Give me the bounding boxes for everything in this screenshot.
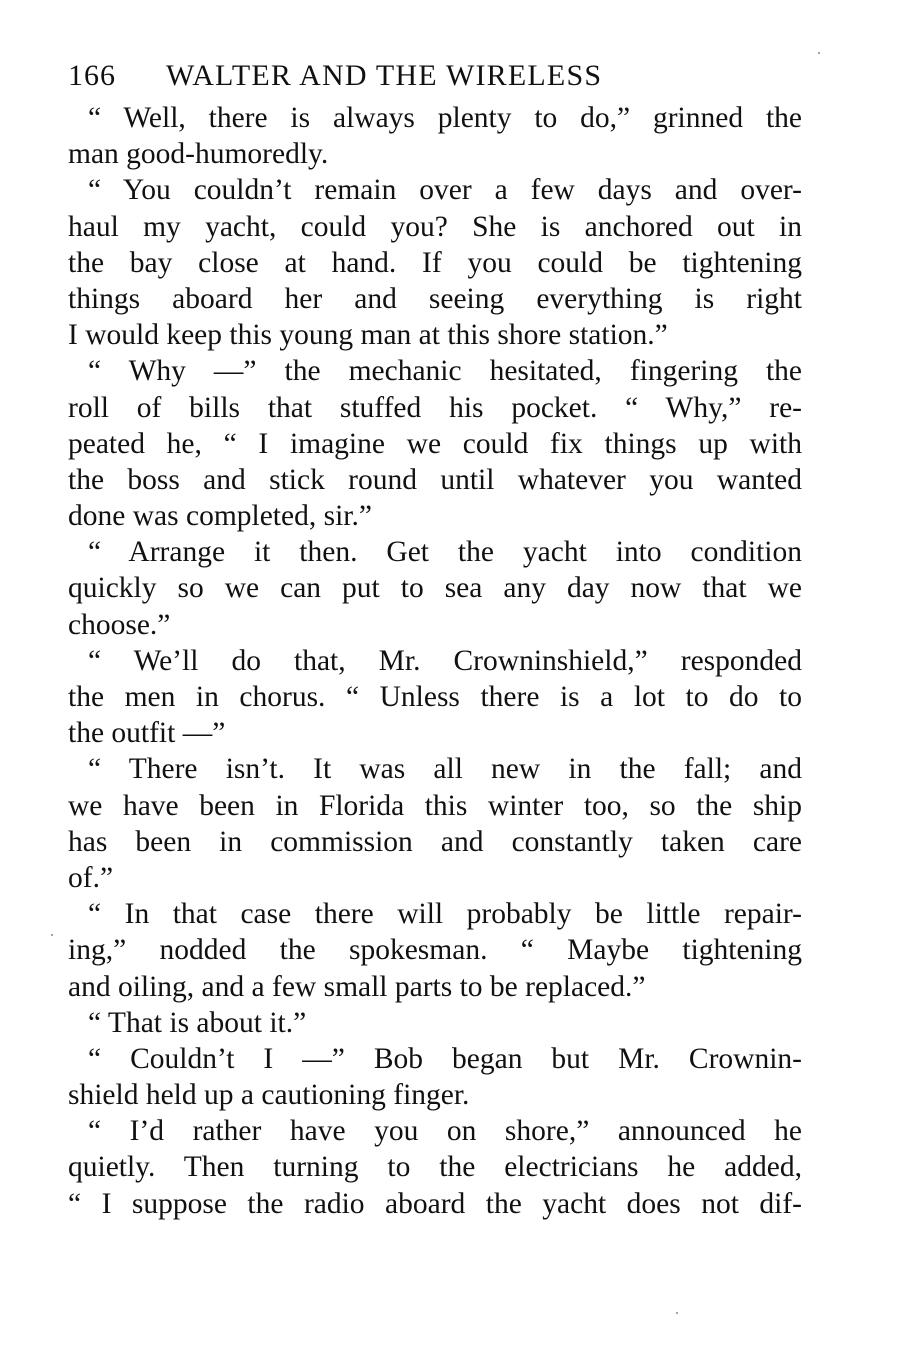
text-line: has been in commission and constantly taken care [68, 825, 802, 858]
text-line: “ We’ll do that, Mr. Crowninshield,” responded [88, 644, 802, 677]
body-text [68, 100, 802, 1222]
text-line: “ I suppose the radio aboard the yacht does not dif- [68, 1187, 802, 1220]
text-line: the bay close at hand. If you could be tightening [68, 246, 802, 279]
book-page [68, 56, 802, 1222]
text-line: roll of bills that stuffed his pocket. “ Why,” re- [68, 391, 802, 424]
text-line: man good-humoredly. [68, 138, 329, 171]
text-line: peated he, “ I imagine we could fix things up with [68, 427, 802, 460]
text-line: shield held up a cautioning finger. [68, 1079, 470, 1112]
text-line: “ That is about it.” [88, 1006, 307, 1039]
text-line: quietly. Then turning to the electricians he added, [68, 1151, 802, 1184]
text-line: the men in chorus. “ Unless there is a lot to do to [68, 681, 802, 713]
paper-speck [676, 1312, 678, 1314]
text-line: “ Couldn’t I —” Bob began but Mr. Crownin- [88, 1042, 802, 1075]
text-line: “ You couldn’t remain over a few days and over- [88, 174, 802, 207]
text-line: things aboard her and seeing everything is right [68, 282, 802, 315]
text-line: of.” [68, 861, 114, 894]
text-line: and oiling, and a few small parts to be replaced.” [68, 970, 646, 1003]
text-line: “ Arrange it then. Get the yacht into condition [88, 536, 802, 569]
text-line: ing,” nodded the spokesman. “ Maybe tightening [68, 934, 802, 967]
text-line: the outfit —” [68, 717, 226, 750]
paper-speck [818, 52, 820, 54]
text-line: done was completed, sir.” [68, 500, 372, 533]
page-number: 166 [68, 59, 116, 92]
text-line: I would keep this young man at this shore station.” [68, 319, 668, 352]
text-line: haul my yacht, could you? She is anchored out in [68, 210, 802, 243]
running-head: WALTER AND THE WIRELESS [166, 59, 603, 92]
text-line: the boss and stick round until whatever you wanted [68, 463, 802, 496]
text-line: “ Well, there is always plenty to do,” grinned the [88, 102, 802, 134]
page-header [68, 56, 802, 96]
text-line: “ I’d rather have you on shore,” announced he [88, 1115, 802, 1148]
text-line: “ Why —” the mechanic hesitated, fingering the [88, 355, 802, 388]
text-line: quickly so we can put to sea any day now that we [68, 572, 802, 605]
text-line: “ There isn’t. It was all new in the fall; and [88, 753, 802, 786]
text-line: we have been in Florida this winter too, so the ship [68, 789, 802, 822]
text-line: “ In that case there will probably be little repair- [88, 898, 802, 931]
text-line: choose.” [68, 608, 171, 641]
paper-speck [51, 934, 53, 936]
